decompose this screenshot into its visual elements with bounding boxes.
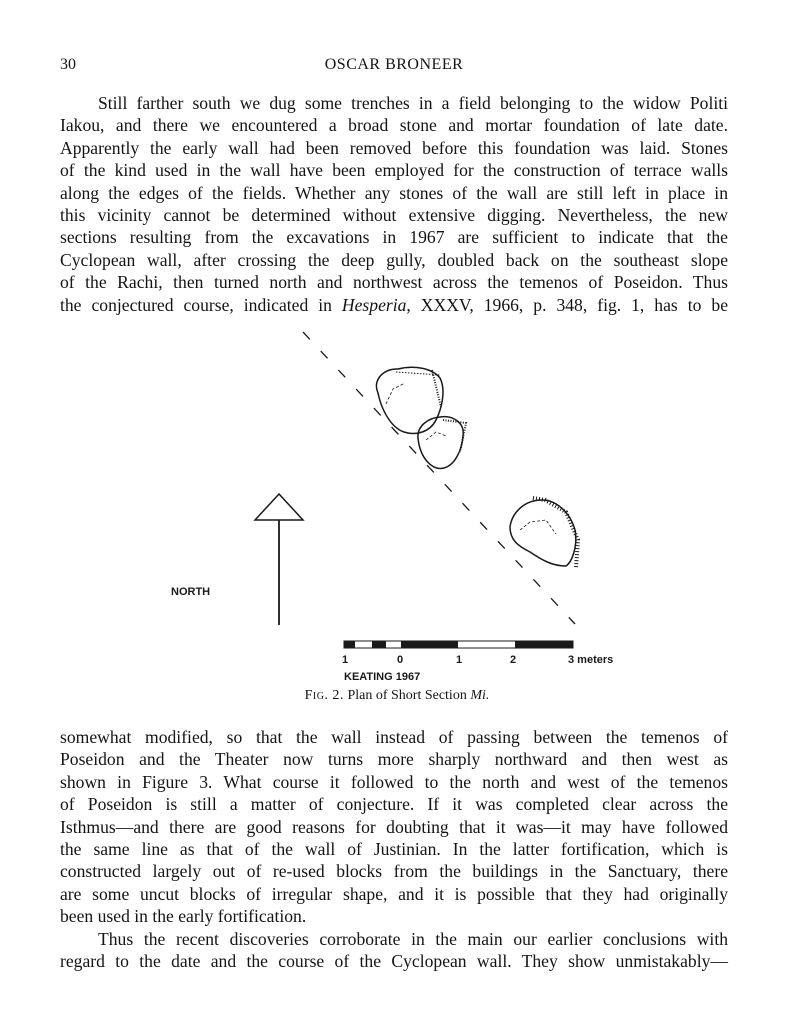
scale-tick-label: 2 (510, 654, 517, 666)
text-line: the same line as that of the wall of Justinian. In the latter fortification, which is (60, 839, 728, 860)
caption-text: Plan of Short Section (347, 688, 471, 703)
caption-prefix: Fig. 2. (304, 688, 344, 703)
drawing-credit: KEATING 1967 (344, 671, 421, 683)
text-line: are some uncut blocks of irregular shape, and it is possible that they had originally (60, 883, 728, 904)
text-line: of Poseidon is still a matter of conjecture. If it was completed clear across the (60, 794, 728, 815)
text-line: Cyclopean wall, after crossing the deep gully, doubled back on the southeast slope (60, 249, 728, 270)
text-line: of the kind used in the wall have been employed for the construction of terrace walls (60, 160, 728, 181)
figure-caption (0, 688, 794, 704)
text-line: Iakou, and there we encountered a broad stone and mortar foundation of late date. (60, 115, 728, 136)
text-segment: the conjectured course, indicated in (60, 294, 342, 315)
text-line: along the edges of the fields. Whether any stones of the wall are still left in place in (60, 182, 728, 203)
text-line: Apparently the early wall had been removed before this foundation was laid. Stones (60, 137, 728, 158)
figure-plan-drawing (0, 320, 794, 715)
page-number: 30 (60, 56, 76, 73)
journal-title: Hesperia (341, 294, 407, 315)
stone-block-2 (418, 417, 466, 469)
scale-tick-label: 3 meters (568, 654, 614, 666)
running-head: OSCAR BRONEER (324, 56, 464, 73)
paragraph-1 (60, 92, 728, 316)
text-line: shown in Figure 3. What course it followed to the north and west of the temenos (60, 771, 728, 792)
text-line: Thus the recent discoveries corroborate in the main our earlier conclusions with (98, 928, 728, 949)
north-label: NORTH (171, 586, 211, 598)
paragraph-2 (60, 726, 728, 972)
text-line: of the Rachi, then turned north and northwest across the temenos of Poseidon. Thus (60, 272, 728, 293)
text-line: this vicinity cannot be determined without extensive digging. Nevertheless, the new (60, 205, 728, 226)
text-line: constructed largely out of re-used blocks from the buildings in the Sanctuary, there (60, 861, 728, 882)
scale-tick-label: 1 (456, 654, 463, 666)
text-segment: , XXXV, 1966, p. 348, fig. 1, has to be (406, 294, 729, 315)
scale-bar (344, 641, 573, 648)
text-line (60, 294, 728, 316)
text-line: Still farther south we dug some trenches in a field belonging to the widow Politi (98, 93, 728, 113)
scale-tick-label: 1 (342, 654, 349, 666)
caption-italic: Mi. (470, 688, 490, 703)
text-line: somewhat modified, so that the wall instead of passing between the temenos of (60, 727, 728, 747)
text-line: regard to the date and the course of the Cyclopean wall. They show unmistakably— (60, 951, 728, 972)
page-header (60, 56, 728, 78)
north-arrow-head (255, 494, 303, 520)
text-line: Isthmus—and there are good reasons for doubting that it was—it may have followed (60, 816, 728, 837)
north-arrow (255, 494, 303, 625)
text-line: Poseidon and the Theater now turns more sharply northward and then west as (60, 749, 728, 770)
text-line: sections resulting from the excavations in 1967 are sufficient to indicate that the (60, 227, 728, 248)
text-line: been used in the early fortification. (60, 906, 307, 927)
scale-tick-label: 0 (397, 654, 404, 666)
stone-block-1 (376, 367, 443, 433)
stone-block-3 (510, 498, 578, 568)
